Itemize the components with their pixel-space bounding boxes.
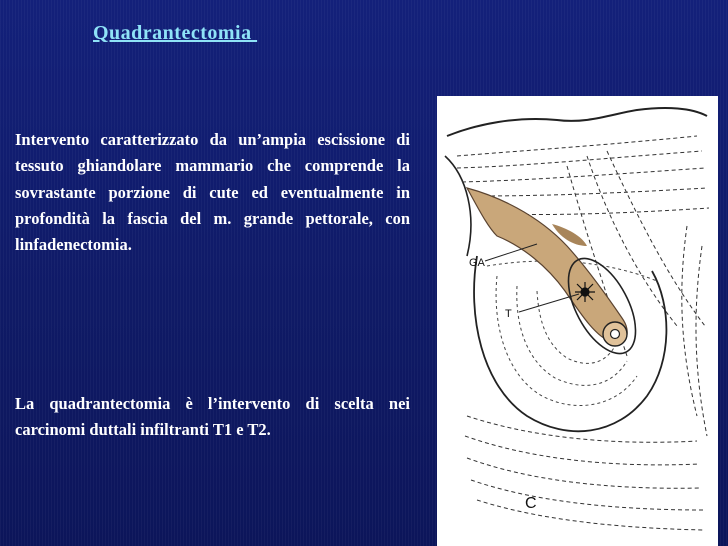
arm-outline	[445, 156, 471, 256]
tumor-mark	[575, 282, 595, 302]
label-t: T	[505, 308, 512, 320]
indication-paragraph: La quadrantectomia è l’intervento di scelta nei carcinomi duttali infiltranti T1 e T2.	[15, 394, 410, 440]
label-panel-c: C	[525, 495, 537, 512]
description-paragraph: Intervento caratterizzato da un’ampia escissione di tessuto ghiandolare mammario che comprende la sovrastante porzione di cute ed eventualmente in profondità la fascia del m. grande pettorale, con linfadenectomia.	[15, 130, 410, 255]
shoulder-outline	[447, 108, 707, 136]
label-ga: GA	[469, 257, 485, 269]
t-leader-line	[519, 294, 579, 312]
breast-diagram	[437, 96, 718, 546]
contour-lines	[457, 136, 709, 530]
slide-title: Quadrantectomia	[93, 22, 258, 44]
surgical-illustration	[437, 96, 718, 546]
nipple	[611, 330, 620, 339]
